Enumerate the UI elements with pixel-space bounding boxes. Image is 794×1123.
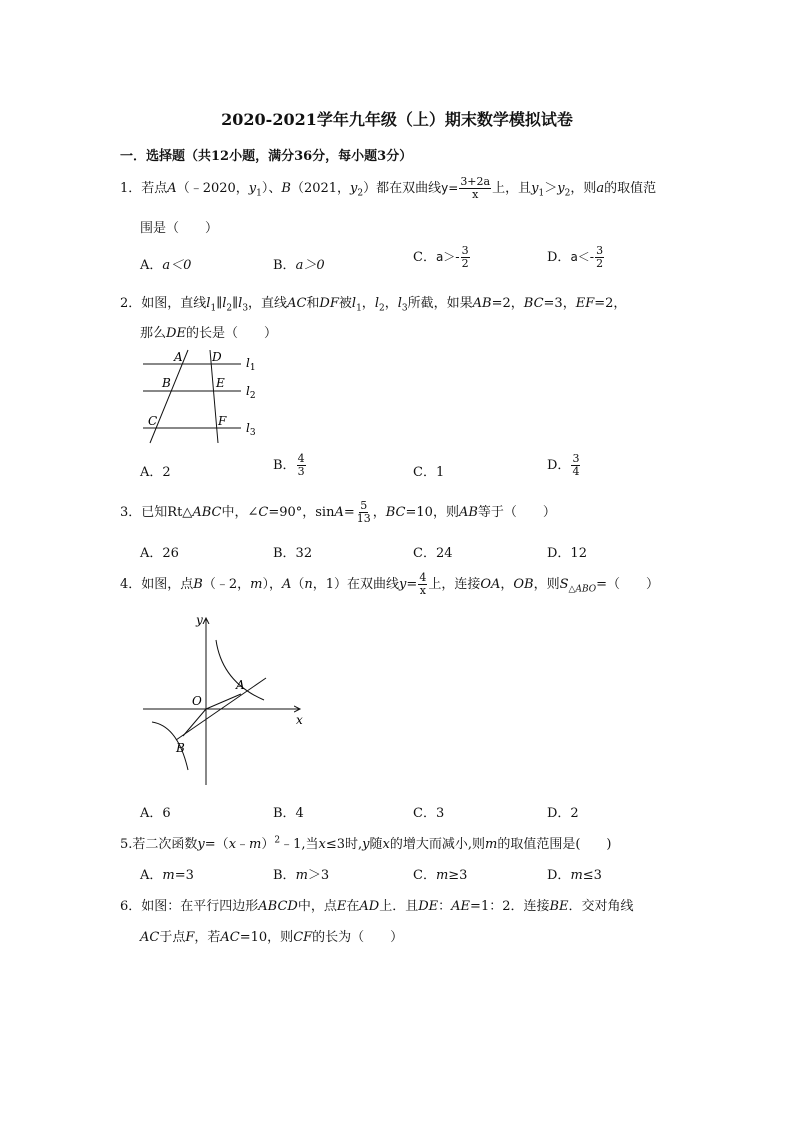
section-heading: 一．选择题（共12小题，满分36分，每小题3分）	[120, 149, 413, 164]
question-6-line-1: 6．如图：在平行四边形ABCD中，点E在AD上．且DE：AE=1：2．连接BE．交对角线	[120, 899, 634, 914]
question-1-line-2: 围是（ ）	[140, 221, 219, 236]
q4-option-b: B．4	[273, 806, 304, 821]
question-4-line-1: 4．如图，点B（﹣2，m），A（n，1）在双曲线y= $\frac{4}{x}$ 上，连接OA，OB，则$S_{\triangle ABO}=$（ ）	[120, 571, 660, 597]
q4-option-d: D．2	[547, 806, 579, 821]
q2-parallel-lines-figure	[138, 345, 268, 445]
label-o: O	[192, 694, 202, 708]
label-d: D	[212, 350, 222, 364]
label-l2: $l_2$	[246, 384, 256, 401]
question-3-line-1: 3．已知Rt△ABC中，∠C=90°，sinA= $\frac{5}{13}$ ，BC=10，则AB等于（ ）	[120, 499, 556, 525]
exam-title: 2020-2021学年九年级（上）期末数学模拟试卷	[221, 110, 573, 129]
label-e: E	[216, 376, 225, 390]
q5-option-b: B．m＞3	[273, 868, 330, 883]
label-x: x	[296, 713, 303, 727]
q2-option-a: A．2	[140, 465, 171, 480]
label-c: C	[148, 414, 158, 428]
q2-option-b: B． $\frac{4}{3}$	[273, 452, 305, 478]
q4-option-c: C．3	[413, 806, 445, 821]
question-1-line-1: 1．若点A（﹣2020，$y_1$）、B（2021，$y_2$）都在双曲线y= $\frac{3+2a}{x}$ 上，且$y_1>y_2$，则a的取值范	[120, 175, 657, 201]
q3-option-c: C．24	[413, 546, 453, 561]
q2-option-d: D． $\frac{3}{4}$	[547, 452, 580, 478]
q3-option-d: D．12	[547, 546, 587, 561]
question-2-line-1: 2．如图，直线$l_1\parallel l_2\parallel l_3$，直线AC和DF被$l_1$，$l_2$，$l_3$所截，如果AB=2，BC=3，EF=2，	[120, 296, 627, 314]
label-a: A	[236, 678, 245, 692]
q2-option-c: C．1	[413, 465, 445, 480]
q1-fraction: $\frac{3+2a}{x}$	[460, 175, 491, 201]
q3-option-b: B．32	[273, 546, 313, 561]
q1-option-b: B．a＞0	[273, 258, 325, 273]
q5-option-c: C．m≥3	[413, 868, 468, 883]
q1-option-c: C．a＞- $\frac{3}{2}$	[413, 244, 469, 270]
q5-option-a: A．m=3	[140, 868, 194, 883]
label-a: A	[174, 350, 183, 364]
label-y: y	[196, 613, 203, 627]
q4-hyperbola-figure	[138, 610, 308, 790]
label-l3: $l_3$	[246, 421, 256, 438]
question-6-line-2: AC于点F，若AC=10，则CF的长为（ ）	[140, 930, 404, 945]
segment-ob	[183, 709, 206, 736]
q3-option-a: A．26	[140, 546, 179, 561]
label-f: F	[218, 414, 227, 428]
q1-option-d: D．a＜- $\frac{3}{2}$	[547, 244, 604, 270]
question-2-line-2: 那么DE的长是（ ）	[140, 326, 277, 341]
label-b: B	[162, 376, 171, 390]
q5-option-d: D．m≤3	[547, 868, 602, 883]
label-b: B	[176, 741, 185, 755]
q1-option-a: A．a＜0	[140, 258, 192, 273]
q4-option-a: A．6	[140, 806, 171, 821]
question-5-line-1: 5.若二次函数y=（x﹣m）$^2$﹣1,当x≤3时,y随x的增大而减小,则m的取值范围是( )	[120, 835, 612, 852]
label-l1: $l_1$	[246, 356, 256, 373]
